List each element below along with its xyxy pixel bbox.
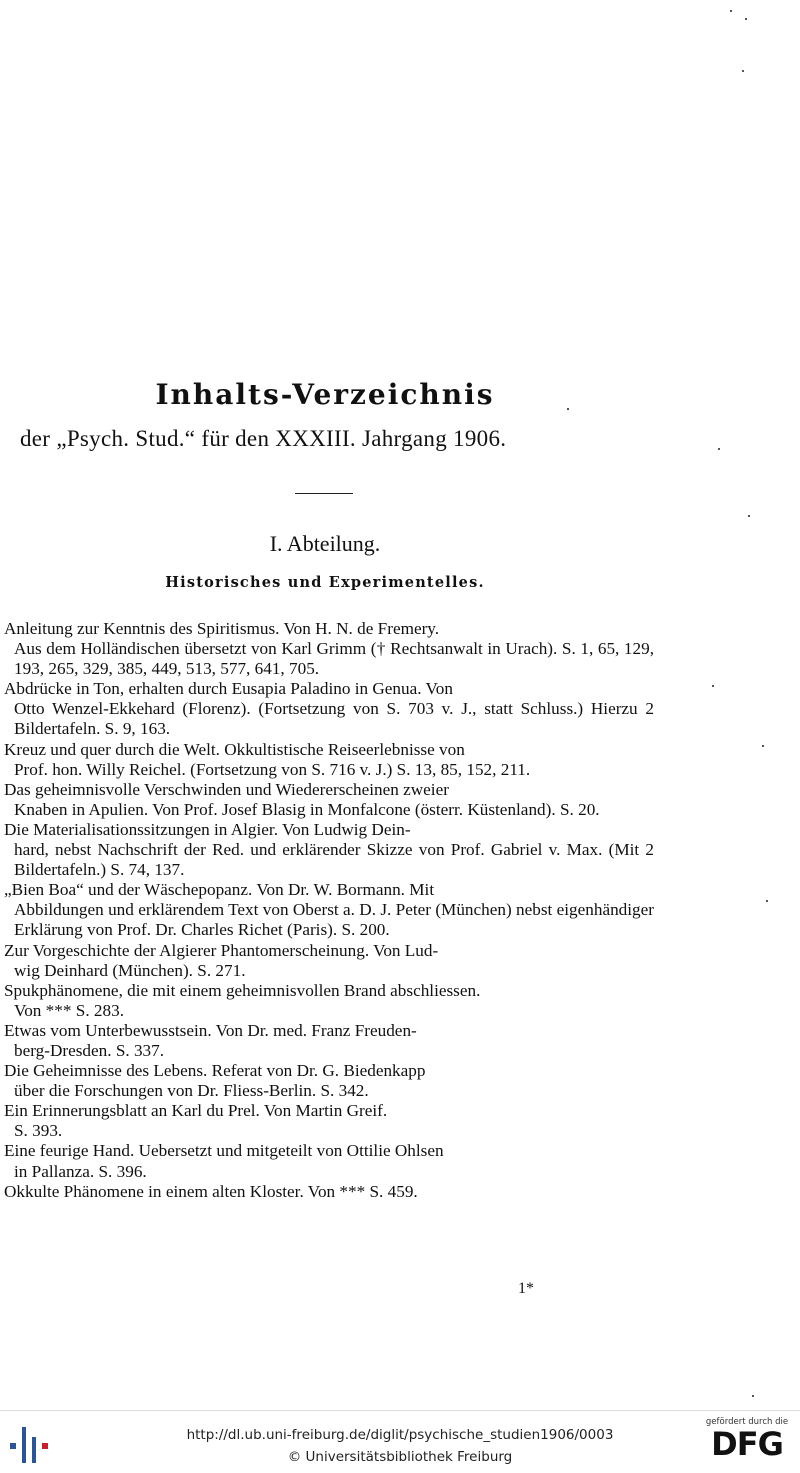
entry-first-line: Spukphänomene, die mit einem geheimnisvollen Brand abschliessen. (4, 980, 481, 1000)
signature-mark: 1* (518, 1280, 534, 1297)
entry-first-line: Zur Vorgeschichte der Algierer Phantomerscheinung. Von Lud- (4, 940, 439, 960)
toc-entry (4, 740, 654, 780)
entry-continuation: Prof. hon. Willy Reichel. (Fortsetzung von S. 716 v. J.) S. 13, 85, 152, 211. (14, 759, 531, 779)
entry-first-line: Das geheimnisvolle Verschwinden und Wiedererscheinen zweier (4, 779, 449, 799)
page-subtitle: der „Psych. Stud.“ für den XXXIII. Jahrgang 1906. (20, 426, 507, 451)
scan-speck (730, 10, 732, 12)
scan-speck (718, 448, 720, 450)
entry-first-line: Ein Erinnerungsblatt an Karl du Prel. Von Martin Greif. (4, 1101, 388, 1121)
library-footer (0, 1410, 800, 1473)
scan-speck (567, 408, 569, 410)
toc-entry (4, 679, 654, 739)
toc-entry (4, 941, 654, 981)
toc-entry (4, 1061, 654, 1101)
entry-first-line: „Bien Boa“ und der Wäschepopanz. Von Dr. W. Bormann. Mit (4, 880, 435, 900)
toc-entry (4, 1182, 654, 1202)
scan-speck (742, 70, 744, 72)
toc-entry (4, 1101, 654, 1141)
scan-speck (712, 685, 714, 687)
document-url[interactable]: http://dl.ub.uni-freiburg.de/diglit/psychische_studien1906/0003 (186, 1427, 614, 1443)
entry-first-line: Okkulte Phänomene in einem alten Kloster. Von *** S. 459. (4, 1181, 418, 1201)
subsection-heading: Historisches und Experimentelles. (165, 574, 485, 591)
scan-speck (748, 515, 750, 517)
title-divider (295, 493, 353, 494)
entry-first-line: Die Materialisationssitzungen in Algier. Von Ludwig Dein- (4, 819, 411, 839)
toc-entry (4, 1021, 654, 1061)
funding-note: gefördert durch die (705, 1417, 789, 1427)
scan-speck (745, 18, 747, 20)
entry-continuation: berg-Dresden. S. 337. (14, 1040, 165, 1060)
page-title: Inhalts-Verzeichnis (155, 378, 495, 411)
dfg-logo (704, 1417, 790, 1461)
toc-entry (4, 880, 654, 940)
entry-continuation: über die Forschungen von Dr. Fliess-Berlin. S. 342. (14, 1081, 369, 1101)
entry-continuation: Otto Wenzel-Ekkehard (Florenz). (Fortsetzung von S. 703 v. J., statt Schluss.) Hierzu 2 Bildertafeln. S. 9, 163. (14, 699, 654, 739)
entry-continuation: wig Deinhard (München). S. 271. (14, 960, 246, 980)
section-heading: I. Abteilung. (269, 531, 381, 556)
entry-first-line: Kreuz und quer durch die Welt. Okkultistische Reiseerlebnisse von (4, 739, 465, 759)
toc-entry (4, 780, 654, 820)
entry-continuation: S. 393. (14, 1121, 63, 1141)
entry-first-line: Die Geheimnisse des Lebens. Referat von Dr. G. Biedenkapp (4, 1061, 426, 1081)
copyright-notice: © Universitätsbibliothek Freiburg (287, 1449, 513, 1465)
entry-continuation: Aus dem Holländischen übersetzt von Karl Grimm († Rechtsanwalt in Urach). S. 1, 65, 129, 193, 265, 329, 385, 449, 513, 577, 641, 705. (14, 639, 654, 679)
toc-entry (4, 1141, 654, 1181)
toc-entries (4, 619, 654, 1202)
entry-continuation: Von *** S. 283. (14, 1000, 124, 1020)
scan-speck (752, 1395, 754, 1397)
entry-first-line: Etwas vom Unterbewusstsein. Von Dr. med. Franz Freuden- (4, 1020, 417, 1040)
entry-first-line: Eine feurige Hand. Uebersetzt und mitgeteilt von Ottilie Ohlsen (4, 1141, 444, 1161)
toc-entry (4, 820, 654, 880)
entry-continuation: Abbildungen und erklärendem Text von Oberst a. D. J. Peter (München) nebst eigenhändiger Erklärung von Prof. Dr. Charles Richet (Paris). S. 200. (14, 900, 654, 940)
toc-entry (4, 619, 654, 679)
entry-first-line: Anleitung zur Kenntnis des Spiritismus. Von H. N. de Fremery. (4, 619, 440, 638)
scan-speck (762, 745, 764, 747)
entry-first-line: Abdrücke in Ton, erhalten durch Eusapia Paladino in Genua. Von (4, 679, 453, 699)
scan-speck (766, 900, 768, 902)
toc-entry (4, 981, 654, 1021)
entry-continuation: Knaben in Apulien. Von Prof. Josef Blasig in Monfalcone (österr. Küstenland). S. 20. (14, 799, 600, 819)
entry-continuation: in Pallanza. S. 396. (14, 1161, 147, 1181)
entry-continuation: hard, nebst Nachschrift der Red. und erklärender Skizze von Prof. Gabriel v. Max. (Mit 2 Bildertafeln.) S. 74, 137. (14, 840, 654, 880)
dfg-wordmark: DFG (711, 1425, 783, 1463)
